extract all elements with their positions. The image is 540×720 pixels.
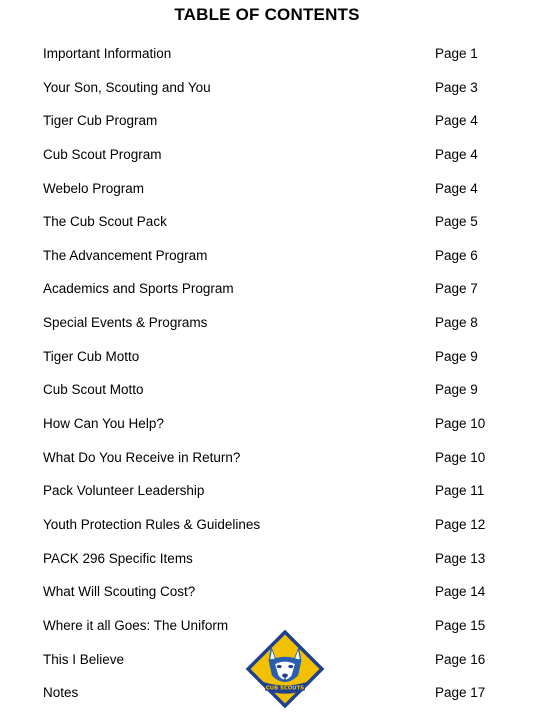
toc-entry [0,446,540,480]
toc-entry-label: Academics and Sports Program [43,281,234,297]
toc-entry-page: Page 14 [435,584,486,600]
cub-scout-logo [244,628,326,710]
toc-entry-page: Page 6 [435,247,478,263]
toc-entry-label: What Do You Receive in Return? [43,449,241,465]
toc-entry-label: Notes [43,685,79,701]
toc-entry-page: Page 8 [435,315,478,331]
toc-entry-page: Page 1 [435,46,478,61]
toc-entry-label: The Cub Scout Pack [43,214,167,230]
toc-entry-page: Page 10 [435,416,486,432]
toc-entry [0,42,540,76]
toc-entry-label: PACK 296 Specific Items [43,550,193,566]
toc-entry-label: Important Information [43,46,172,61]
toc-entry [0,109,540,143]
toc-entry-label: Cub Scout Motto [43,382,144,398]
toc-entry [0,547,540,581]
toc-entry [0,143,540,177]
toc-entry-label: Youth Protection Rules & Guidelines [43,516,261,532]
toc-entry [0,580,540,614]
toc-entry-label: Pack Volunteer Leadership [43,483,205,499]
logo-text: CUB SCOUTS [265,685,305,692]
toc-entry [0,479,540,513]
toc-entry-label: Tiger Cub Motto [43,348,140,364]
toc-entry-page: Page 4 [435,113,478,129]
toc-entry [0,513,540,547]
toc-entry [0,177,540,211]
toc-entry-page: Page 11 [435,483,485,499]
toc-entry-label: This I Believe [43,651,125,667]
toc-entry-label: Where it all Goes: The Uniform [43,617,229,633]
toc-entry-page: Page 12 [435,516,486,532]
toc-entry-page: Page 13 [435,550,486,566]
toc-entry-label: Webelo Program [43,180,145,196]
toc-entry [0,277,540,311]
cub-scout-wolf-icon [244,628,326,710]
toc-entry [0,210,540,244]
toc-entry-label: The Advancement Program [43,247,208,263]
toc-entry-page: Page 15 [435,617,486,633]
page-title: TABLE OF CONTENTS [174,5,360,24]
toc-entry-label: Special Events & Programs [43,315,208,331]
toc-entry-page: Page 9 [435,348,478,364]
toc-entry [0,345,540,379]
toc-entry-label: Your Son, Scouting and You [43,79,211,95]
toc-entry-page: Page 3 [435,79,478,95]
toc-entry-label: How Can You Help? [43,416,164,432]
toc-entry-page: Page 17 [435,685,486,701]
toc-entry-page: Page 5 [435,214,478,230]
toc-entry [0,412,540,446]
toc-entry-page: Page 7 [435,281,478,297]
toc-entry [0,378,540,412]
toc-entry-page: Page 4 [435,146,478,162]
toc-entry-page: Page 4 [435,180,478,196]
toc-entry-page: Page 16 [435,651,486,667]
toc-entry-label: Cub Scout Program [43,146,162,162]
toc-entry-page: Page 9 [435,382,478,398]
toc-entry [0,311,540,345]
toc-entry [0,244,540,278]
toc-entry-page: Page 10 [435,449,486,465]
toc-entry-label: What Will Scouting Cost? [43,584,196,600]
toc-list [0,42,540,715]
toc-entry [0,76,540,110]
toc-entry-label: Tiger Cub Program [43,113,158,129]
